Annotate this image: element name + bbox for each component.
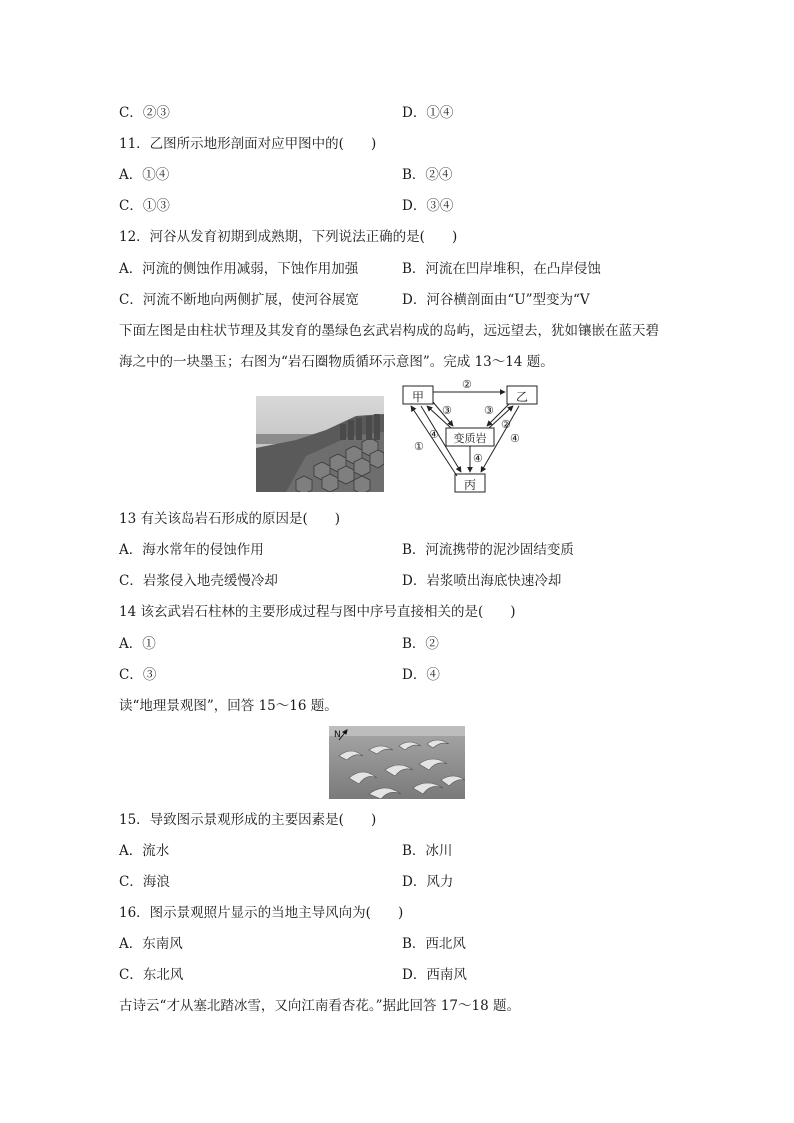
label-left-inner: ③	[442, 404, 452, 417]
box-bing: 丙	[463, 478, 476, 492]
q13-option-d: D．岩浆喷出海底快速冷却	[402, 573, 562, 589]
box-yi: 乙	[515, 390, 528, 404]
q15-option-c: C．海浪	[119, 874, 170, 890]
q13-option-b: B．河流携带的泥沙固结变质	[402, 542, 574, 558]
label-center-down: ④	[473, 452, 483, 465]
label-top: ②	[462, 378, 472, 391]
q16-option-b: B．西北风	[402, 936, 466, 952]
box-metamorphic: 变质岩	[453, 432, 487, 445]
intro-13-14-line2: 海之中的一块墨玉；右图为“岩石圈物质循环示意图”。完成 13～14 题。	[119, 354, 554, 370]
basalt-columns-photo	[256, 396, 384, 492]
q13-stem: 13 有关该岛岩石形成的原因是( )	[119, 511, 341, 527]
q16-option-c: C．东北风	[119, 967, 184, 983]
q15-option-d: D．风力	[402, 874, 454, 890]
label-left-mid: ④	[429, 428, 439, 441]
q14-option-c: C．③	[119, 667, 157, 683]
intro-13-14-line1: 下面左图是由柱状节理及其发育的墨绿色玄武岩构成的岛屿，远远望去，犹如镶嵌在蓝天碧	[119, 323, 659, 339]
q11-option-d: D．③④	[402, 198, 454, 214]
q15-stem: 15．导致图示景观形成的主要因素是( )	[119, 812, 377, 828]
box-jia: 甲	[411, 390, 424, 404]
q16-option-a: A．东南风	[119, 936, 183, 952]
q11-option-b: B．②④	[402, 167, 453, 183]
q13-option-a: A．海水常年的侵蚀作用	[119, 542, 264, 558]
q14-option-b: B．②	[402, 636, 439, 652]
q14-option-d: D．④	[402, 667, 440, 683]
intro-15-16: 读“地理景观图”，回答 15～16 题。	[119, 698, 338, 714]
q12-option-b: B．河流在凹岸堆积，在凸岸侵蚀	[402, 261, 601, 277]
sand-dunes-photo	[329, 726, 465, 799]
label-right-mid: ②	[501, 418, 511, 431]
rock-cycle-diagram	[395, 380, 555, 500]
q15-option-b: B．冰川	[402, 843, 453, 859]
q10-option-c: C．②③	[119, 105, 170, 121]
q14-option-a: A．①	[119, 636, 156, 652]
intro-17-18: 古诗云“才从塞北踏冰雪，又向江南看杏花。”据此回答 17～18 题。	[119, 998, 520, 1014]
q11-option-a: A．①④	[119, 167, 170, 183]
q10-option-d: D．①④	[402, 105, 454, 121]
q14-stem: 14 该玄武岩石柱林的主要形成过程与图中序号直接相关的是( )	[119, 604, 516, 620]
q13-option-c: C．岩浆侵入地壳缓慢冷却	[119, 573, 278, 589]
q11-stem: 11．乙图所示地形剖面对应甲图中的( )	[119, 136, 377, 152]
label-right-outer: ④	[510, 432, 520, 445]
q15-option-a: A．流水	[119, 843, 170, 859]
q16-stem: 16．图示景观照片显示的当地主导风向为( )	[119, 905, 404, 921]
q12-stem: 12．河谷从发育初期到成熟期，下列说法正确的是( )	[119, 229, 458, 245]
label-right-inner: ③	[484, 404, 494, 417]
label-left-outer: ①	[414, 440, 424, 453]
north-arrow-label: N	[334, 730, 341, 740]
q12-option-d: D．河谷横剖面由“U”型变为“V	[402, 292, 590, 308]
q11-option-c: C．①③	[119, 198, 170, 214]
q16-option-d: D．西南风	[402, 967, 467, 983]
q12-option-a: A．河流的侧蚀作用减弱，下蚀作用加强	[119, 261, 359, 277]
q12-option-c: C．河流不断地向两侧扩展，使河谷展宽	[119, 292, 359, 308]
